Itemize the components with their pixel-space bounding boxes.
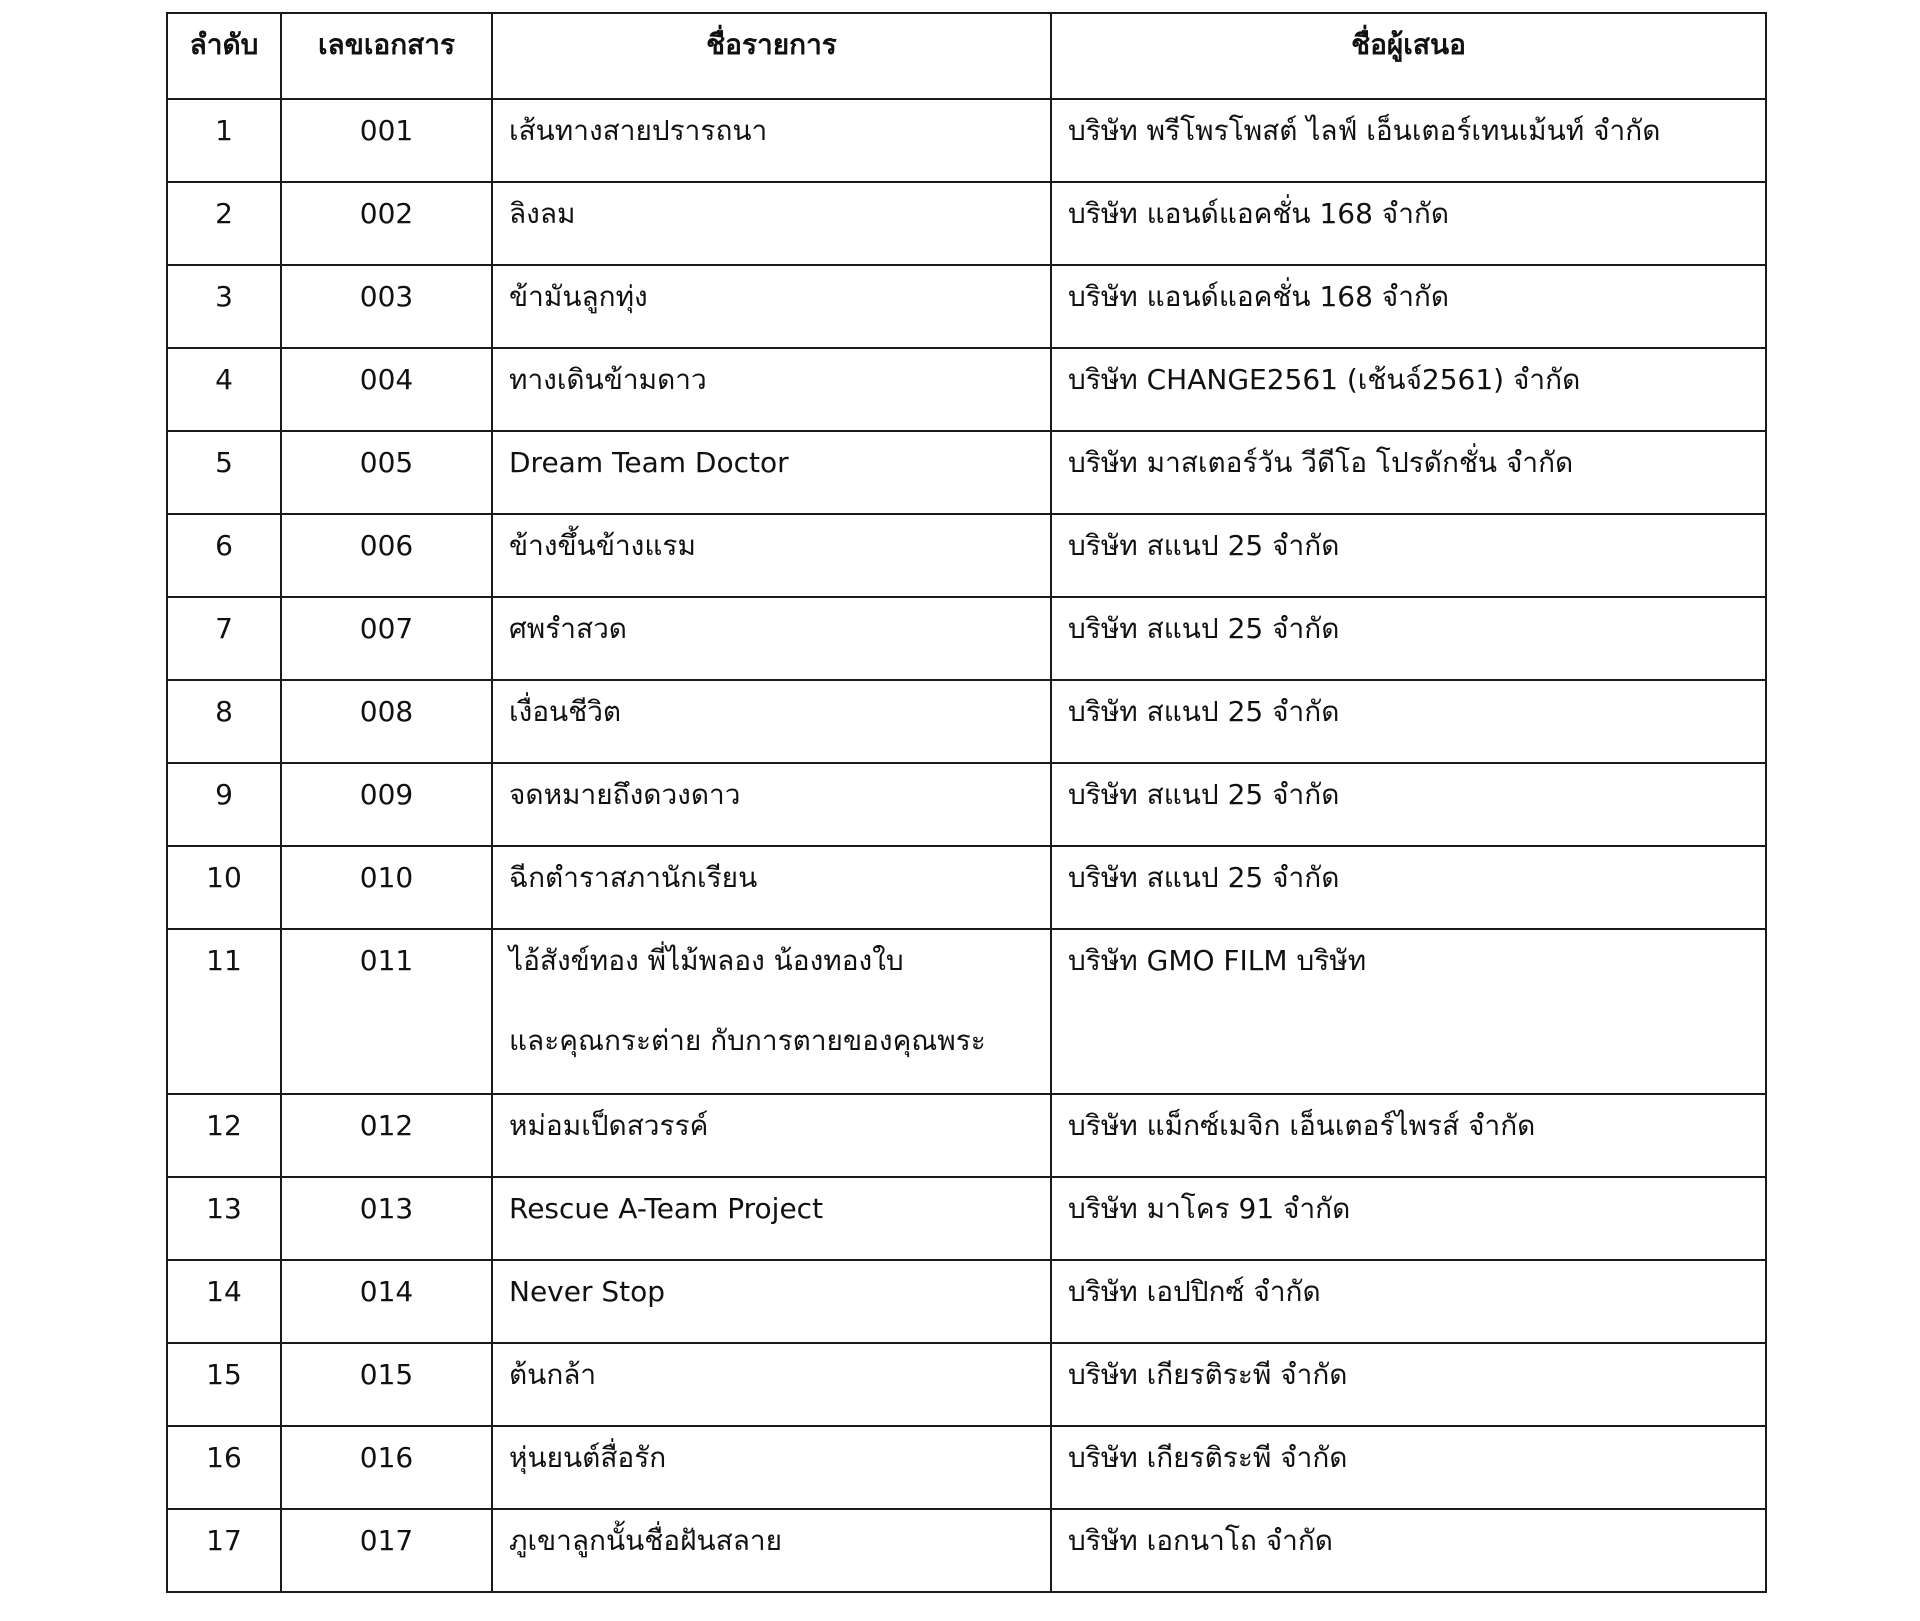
row-doc-number <box>281 1426 492 1509</box>
table-body <box>167 99 1766 1592</box>
row-order-text: 1 <box>215 114 233 147</box>
row-proposer-text: บริษัท สแนป 25 จำกัด <box>1068 778 1340 811</box>
row-title <box>492 1426 1051 1509</box>
row-title-text: Never Stop <box>509 1275 666 1308</box>
row-order <box>167 929 281 1094</box>
row-proposer-text: บริษัท GMO FILM บริษัท <box>1068 944 1367 977</box>
row-doc-number <box>281 1509 492 1592</box>
row-order <box>167 514 281 597</box>
row-title <box>492 1094 1051 1177</box>
row-doc-number-text: 006 <box>359 529 414 562</box>
table-row <box>167 514 1766 597</box>
row-doc-number <box>281 1343 492 1426</box>
row-order-text: 7 <box>215 612 233 645</box>
row-doc-number-text: 009 <box>359 778 414 811</box>
table-row <box>167 99 1766 182</box>
row-title-text: ต้นกล้า <box>509 1358 597 1391</box>
row-doc-number-text: 003 <box>359 280 414 313</box>
row-proposer-text: บริษัท เอปปิกซ์ จำกัด <box>1068 1275 1321 1308</box>
row-title-text: ไอ้สังข์ทอง พี่ไม้พลอง น้องทองใบ <box>509 944 904 977</box>
row-proposer-text: บริษัท สแนป 25 จำกัด <box>1068 612 1340 645</box>
row-title <box>492 763 1051 846</box>
row-order-text: 14 <box>206 1275 242 1308</box>
row-doc-number <box>281 348 492 431</box>
row-proposer <box>1051 1094 1766 1177</box>
table-row <box>167 846 1766 929</box>
row-order <box>167 99 281 182</box>
row-proposer <box>1051 597 1766 680</box>
row-doc-number-text: 017 <box>359 1524 414 1557</box>
row-proposer-text: บริษัท พรีโพรโพสต์ ไลฟ์ เอ็นเตอร์เทนเม้นท์ จำกัด <box>1068 114 1661 147</box>
row-order <box>167 846 281 929</box>
row-doc-number <box>281 514 492 597</box>
header-doc-number: เลขเอกสาร <box>281 13 492 99</box>
row-order-text: 9 <box>215 778 233 811</box>
row-title <box>492 680 1051 763</box>
row-proposer-text: บริษัท สแนป 25 จำกัด <box>1068 695 1340 728</box>
row-title-text: เส้นทางสายปรารถนา <box>509 114 768 147</box>
row-proposer <box>1051 182 1766 265</box>
row-title <box>492 1509 1051 1592</box>
row-order <box>167 1094 281 1177</box>
row-doc-number <box>281 846 492 929</box>
row-doc-number <box>281 680 492 763</box>
row-order-text: 16 <box>206 1441 242 1474</box>
row-proposer <box>1051 1426 1766 1509</box>
row-order-text: 12 <box>206 1109 242 1142</box>
header-order: ลำดับ <box>167 13 281 99</box>
row-title <box>492 597 1051 680</box>
row-proposer <box>1051 846 1766 929</box>
row-proposer <box>1051 1509 1766 1592</box>
row-proposer-text: บริษัท เกียรติระพี จำกัด <box>1068 1358 1348 1391</box>
row-order <box>167 597 281 680</box>
row-doc-number <box>281 1260 492 1343</box>
row-title-text: ลิงลม <box>509 197 576 230</box>
table-row <box>167 1260 1766 1343</box>
row-doc-number-text: 004 <box>359 363 414 396</box>
row-proposer <box>1051 514 1766 597</box>
header-proposer: ชื่อผู้เสนอ <box>1051 13 1766 99</box>
row-proposer-text: บริษัท เอกนาโถ จำกัด <box>1068 1524 1333 1557</box>
row-title <box>492 846 1051 929</box>
row-doc-number <box>281 182 492 265</box>
row-title-text: Dream Team Doctor <box>509 446 789 479</box>
row-proposer <box>1051 1343 1766 1426</box>
header-title: ชื่อรายการ <box>492 13 1051 99</box>
row-order <box>167 431 281 514</box>
table-row <box>167 265 1766 348</box>
row-order <box>167 680 281 763</box>
table-header <box>167 13 1766 99</box>
row-title-text: ทางเดินข้ามดาว <box>509 363 707 396</box>
row-doc-number <box>281 763 492 846</box>
row-doc-number <box>281 1094 492 1177</box>
row-doc-number-text: 015 <box>359 1358 414 1391</box>
row-doc-number <box>281 99 492 182</box>
row-title-text: ข้างขึ้นข้างแรม <box>509 529 696 562</box>
row-proposer-text: บริษัท สแนป 25 จำกัด <box>1068 529 1340 562</box>
row-doc-number-text: 013 <box>359 1192 414 1225</box>
row-title-text: เงื่อนชีวิต <box>509 695 622 728</box>
row-proposer <box>1051 1177 1766 1260</box>
row-proposer <box>1051 1260 1766 1343</box>
row-title <box>492 348 1051 431</box>
row-title <box>492 99 1051 182</box>
row-proposer-text: บริษัท สแนป 25 จำกัด <box>1068 861 1340 894</box>
row-proposer-text: บริษัท แอนด์แอคชั่น 168 จำกัด <box>1068 280 1450 313</box>
row-proposer <box>1051 680 1766 763</box>
row-proposer-text: บริษัท เกียรติระพี จำกัด <box>1068 1441 1348 1474</box>
row-doc-number-text: 012 <box>359 1109 414 1142</box>
table-row <box>167 763 1766 846</box>
row-title <box>492 1343 1051 1426</box>
row-title-text: ศพรำสวด <box>509 612 627 645</box>
row-title-text: ฉีกตำราสภานักเรียน <box>509 861 758 894</box>
table-row <box>167 1177 1766 1260</box>
row-order-text: 6 <box>215 529 233 562</box>
row-proposer-text: บริษัท แม็กซ์เมจิก เอ็นเตอร์ไพรส์ จำกัด <box>1068 1109 1536 1142</box>
table-row <box>167 1094 1766 1177</box>
row-title <box>492 929 1051 1094</box>
row-doc-number-text: 002 <box>359 197 414 230</box>
row-doc-number-text: 016 <box>359 1441 414 1474</box>
row-proposer <box>1051 99 1766 182</box>
row-proposer-text: บริษัท แอนด์แอคชั่น 168 จำกัด <box>1068 197 1450 230</box>
table-row <box>167 680 1766 763</box>
row-title-line2-text: และคุณกระต่าย กับการตายของคุณพระ <box>509 1023 986 1057</box>
row-title-text: หม่อมเป็ดสวรรค์ <box>509 1109 709 1142</box>
row-doc-number <box>281 1177 492 1260</box>
row-doc-number-text: 005 <box>359 446 414 479</box>
row-title-text: ภูเขาลูกนั้นชื่อฝันสลาย <box>509 1524 783 1557</box>
row-doc-number-text: 014 <box>359 1275 414 1308</box>
header-row <box>167 13 1766 99</box>
row-title-text: Rescue A-Team Project <box>509 1192 824 1225</box>
row-order <box>167 1343 281 1426</box>
row-doc-number <box>281 929 492 1094</box>
table-row <box>167 1343 1766 1426</box>
row-order-text: 2 <box>215 197 233 230</box>
row-order-text: 10 <box>206 861 242 894</box>
row-title <box>492 431 1051 514</box>
row-proposer-text: บริษัท CHANGE2561 (เช้นจ์2561) จำกัด <box>1068 363 1581 396</box>
row-proposer-text: บริษัท มาโคร 91 จำกัด <box>1068 1192 1351 1225</box>
row-order <box>167 1509 281 1592</box>
row-order <box>167 348 281 431</box>
table-row <box>167 431 1766 514</box>
table-row <box>167 182 1766 265</box>
row-order <box>167 1426 281 1509</box>
row-order-text: 13 <box>206 1192 242 1225</box>
row-doc-number-text: 007 <box>359 612 414 645</box>
row-proposer <box>1051 763 1766 846</box>
row-title <box>492 182 1051 265</box>
row-order <box>167 182 281 265</box>
row-doc-number-text: 001 <box>359 114 414 147</box>
row-doc-number-text: 008 <box>359 695 414 728</box>
row-order <box>167 265 281 348</box>
row-order-text: 11 <box>206 944 242 977</box>
row-title <box>492 265 1051 348</box>
row-doc-number-text: 010 <box>359 861 414 894</box>
row-order-text: 5 <box>215 446 233 479</box>
table-row <box>167 348 1766 431</box>
row-proposer-text: บริษัท มาสเตอร์วัน วีดีโอ โปรดักชั่น จำกัด <box>1068 446 1574 479</box>
row-order <box>167 1177 281 1260</box>
submissions-table <box>166 12 1767 1593</box>
row-doc-number-text: 011 <box>359 944 414 977</box>
row-order-text: 8 <box>215 695 233 728</box>
row-title-text: หุ่นยนต์สื่อรัก <box>509 1441 667 1474</box>
row-order-text: 4 <box>215 363 233 396</box>
row-proposer <box>1051 929 1766 1094</box>
row-title <box>492 1260 1051 1343</box>
table-row <box>167 1509 1766 1592</box>
table-row <box>167 929 1766 1094</box>
row-title-text: จดหมายถึงดวงดาว <box>509 778 741 811</box>
row-order <box>167 763 281 846</box>
table-row <box>167 597 1766 680</box>
row-order <box>167 1260 281 1343</box>
row-title <box>492 514 1051 597</box>
row-proposer <box>1051 265 1766 348</box>
row-doc-number <box>281 431 492 514</box>
row-order-text: 15 <box>206 1358 242 1391</box>
row-order-text: 3 <box>215 280 233 313</box>
row-title <box>492 1177 1051 1260</box>
table-row <box>167 1426 1766 1509</box>
row-order-text: 17 <box>206 1524 242 1557</box>
row-doc-number <box>281 597 492 680</box>
row-doc-number <box>281 265 492 348</box>
row-title-text: ข้ามันลูกทุ่ง <box>509 280 648 313</box>
row-proposer <box>1051 348 1766 431</box>
row-proposer <box>1051 431 1766 514</box>
